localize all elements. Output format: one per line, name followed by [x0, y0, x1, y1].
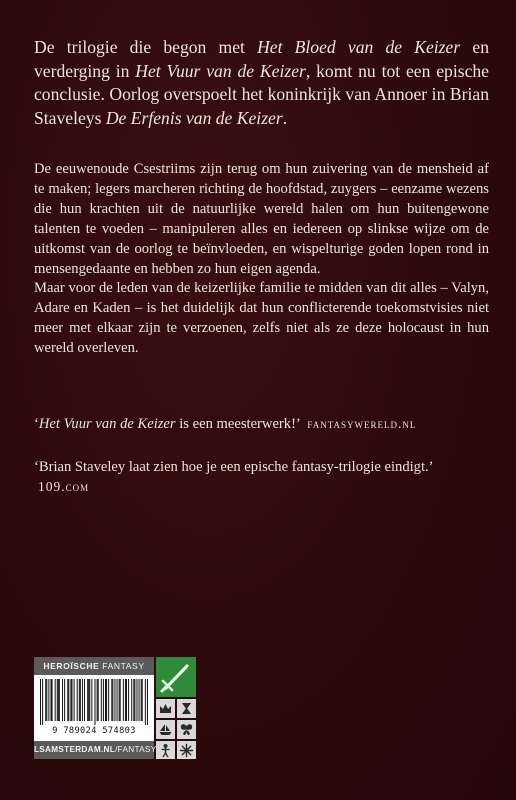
barcode-bar	[67, 679, 68, 721]
star-burst-icon	[177, 741, 196, 759]
publisher-url-rest: /FANTASY	[115, 745, 157, 754]
barcode-bar	[89, 679, 90, 721]
blurb-paragraph-2: Maar voor de leden van de keizerlijke familie te midden van dit alles – Valyn, Adare en Kaden – is het duidelijk dat hun conflicterende toekomstvisies niet meer met elkaar zijn te verzoenen, zelfs niet als ze deze holocaust in hun wereld overleven.	[34, 280, 489, 357]
barcode-bar	[125, 679, 126, 721]
barcode-bar	[145, 679, 146, 725]
quote-text: is een meesterwerk!’	[175, 416, 300, 432]
quote-source: 109.com	[38, 479, 90, 494]
barcode-bar	[126, 679, 127, 721]
barcode-bar	[58, 679, 59, 721]
intro-book-title-3: De Erfenis van de Keizer	[105, 107, 283, 128]
publisher-url	[34, 741, 157, 759]
quote-source: fantasywereld.nl	[307, 416, 417, 431]
crown-icon	[156, 699, 175, 718]
barcode-bar	[101, 679, 102, 721]
barcode-bar	[42, 679, 43, 725]
genre-label-rest: FANTASY	[99, 661, 145, 671]
barcode-bar	[74, 679, 75, 721]
intro-book-title-2: Het Vuur van de Keizer	[135, 60, 306, 81]
barcode-bar	[141, 679, 142, 721]
sword-icon	[156, 657, 196, 697]
barcode-bar	[105, 679, 106, 721]
barcode-bar	[45, 679, 46, 721]
barcode-bar	[80, 679, 81, 721]
barcode-bar	[108, 679, 109, 721]
intro-text-1: De trilogie die begon met	[34, 37, 258, 57]
quote-text: ‘Brian Staveley laat zien hoe je een epische fantasy-trilogie eindigt.’	[34, 459, 433, 475]
barcode-bars	[40, 679, 148, 725]
barcode-bar	[70, 679, 71, 721]
intro-text-4: .	[282, 107, 288, 128]
intro-text-3: , komt nu tot een epische conclusie. Oorlog overspoelt het koninkrijk van Annoer in Brian Staveleys	[34, 60, 489, 128]
barcode-bar	[139, 679, 140, 721]
barcode-bar	[134, 679, 135, 721]
barcode-bar	[55, 679, 56, 721]
review-quote-2	[34, 458, 489, 497]
barcode-bar	[84, 679, 85, 721]
barcode	[34, 675, 154, 741]
review-quote-1	[34, 414, 489, 434]
barcode-bar	[64, 679, 65, 721]
barcode-bar	[147, 679, 148, 725]
barcode-bar	[50, 679, 51, 721]
barcode-bar	[117, 679, 118, 721]
barcode-bar	[48, 679, 49, 721]
genre-label-bold: HEROÏSCHE	[43, 661, 100, 671]
barcode-bar	[79, 679, 80, 721]
barcode-bar	[111, 679, 112, 721]
barcode-bar	[120, 679, 121, 721]
genre-icon-grid	[156, 657, 196, 759]
barcode-bar	[119, 679, 120, 721]
barcode-bar	[103, 679, 104, 721]
barcode-bar	[40, 679, 41, 725]
barcode-bar	[142, 679, 143, 721]
barcode-bar	[106, 679, 107, 721]
barcode-bar	[133, 679, 134, 721]
intro-paragraph	[34, 36, 489, 130]
barcode-bar	[128, 679, 129, 721]
barcode-bar	[82, 679, 83, 721]
barcode-bar	[114, 679, 115, 721]
genre-label	[34, 657, 154, 675]
barcode-bar	[62, 679, 63, 721]
butterfly-icon	[177, 720, 196, 739]
barcode-bar	[136, 679, 137, 721]
imprint-block	[34, 657, 196, 759]
publisher-url-bold: LSAMSTERDAM.NL	[34, 745, 116, 754]
hourglass-icon	[177, 699, 196, 718]
barcode-bar	[88, 679, 89, 721]
intro-text-2: en verderging in	[34, 37, 489, 81]
barcode-bar	[112, 679, 113, 721]
barcode-bar	[97, 679, 98, 721]
barcode-bar	[123, 679, 124, 721]
barcode-bar	[77, 679, 78, 721]
intro-book-title-1: Het Bloed van de Keizer	[257, 37, 461, 57]
barcode-bar	[87, 679, 88, 721]
barcode-bar	[68, 679, 69, 721]
isbn-digits: 9 789024 574803	[52, 726, 136, 736]
barcode-bar	[52, 679, 53, 721]
barcode-bar	[98, 679, 99, 721]
blurb-body	[34, 160, 489, 359]
barcode-bar	[95, 679, 96, 725]
quote-open-mark: ‘	[34, 416, 39, 432]
ship-icon	[156, 720, 175, 739]
quote-book-title: Het Vuur van de Keizer	[38, 416, 176, 432]
barcode-bar	[71, 679, 72, 721]
blurb-paragraph-1: De eeuwenoude Csestriims zijn terug om hun zuivering van de mensheid af te maken; legers marcheren richting de hoofdstad, zuygers – eenzame wezens die hun krachten uit de natuurlijke wereld halen om hun buitengewone talenten te voeden – manipuleren alles en iedereen op slinkse wijze om de uitkomst van de oorlog te beïnvloeden, en wispelturige goden lopen rond in mensengedaante en hebben zo hun eigen agenda.	[34, 161, 489, 277]
skeleton-icon	[156, 741, 175, 759]
barcode-bar	[59, 679, 60, 721]
barcode-bar	[57, 679, 58, 721]
barcode-bar	[91, 679, 92, 721]
barcode-bar	[131, 679, 132, 721]
barcode-bar	[46, 679, 47, 721]
